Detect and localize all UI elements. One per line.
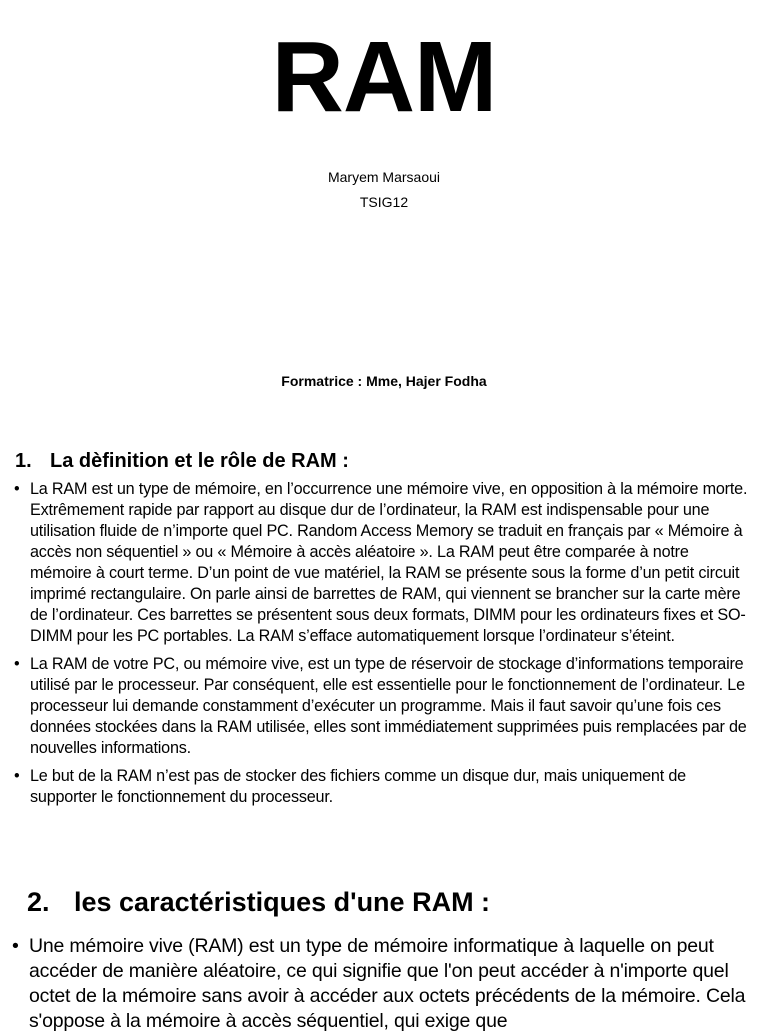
section-2-number: 2. <box>27 887 50 917</box>
section-2-heading-text: les caractéristiques d'une RAM : <box>74 887 491 917</box>
author-block <box>0 165 768 215</box>
section-1-heading <box>15 448 349 474</box>
author-name: Maryem Marsaoui <box>327 169 441 185</box>
document-title: RAM <box>271 21 497 133</box>
bullet-item: • Une mémoire vive (RAM) est un type de mémoire informatique à laquelle on peut accéder de manière aléatoire, ce qui signifie que l'on peut accéder à n'importe quel octet de la mémoire sans avoir à accéder aux octets précédents de la mémoire. Cela s'oppose à la mémoire à accès séquentiel, qui exige que <box>12 934 752 1034</box>
section-1-heading-text: La dèfinition et le rôle de RAM : <box>50 450 349 472</box>
section-2-bullets <box>12 934 752 1034</box>
bullet-item: • La RAM de votre PC, ou mémoire vive, est un type de réservoir de stockage d’informations temporaire utilisé par le processeur. Par conséquent, elle est essentielle pour le fonctionnement de l’ordinateur. Le processeur lui demande constamment d’exécuter un programme. Mais il faut savoir qu’une fois ces données stockées dans la RAM utilisée, elles sont immédiatement supprimées puis remplacées par de nouvelles informations. <box>12 654 752 759</box>
trainer-line: Formatrice : Mme, Hajer Fodha <box>281 373 487 389</box>
section-2-heading <box>27 884 490 920</box>
bullet-item: • Le but de la RAM n’est pas de stocker des fichiers comme un disque dur, mais uniquement de supporter le fonctionnement du processeur. <box>12 766 752 808</box>
author-class: TSIG12 <box>359 194 409 210</box>
section-1-bullets <box>12 479 752 815</box>
bullet-item: • La RAM est un type de mémoire, en l’occurrence une mémoire vive, en opposition à la mémoire morte. Extrêmement rapide par rapport au disque dur de l’ordinateur, la RAM est indispensable pour une utilisation fluide de n’importe quel PC. Random Access Memory se traduit en français par « Mémoire à accès non séquentiel » ou « Mémoire à accès aléatoire ». La RAM peut être comparée à notre mémoire à court terme. D’un point de vue matériel, la RAM se présente sous la forme d’un petit circuit imprimé rectangulaire. On parle ainsi de barrettes de RAM, qui viennent se brancher sur la carte mère de l’ordinateur. Ces barrettes se présentent sous deux formats, DIMM pour les ordinateurs fixes et SO-DIMM pour les PC portables. La RAM s’efface automatiquement lorsque l’ordinateur s’éteint. <box>12 479 752 647</box>
section-1-number: 1. <box>15 450 32 472</box>
